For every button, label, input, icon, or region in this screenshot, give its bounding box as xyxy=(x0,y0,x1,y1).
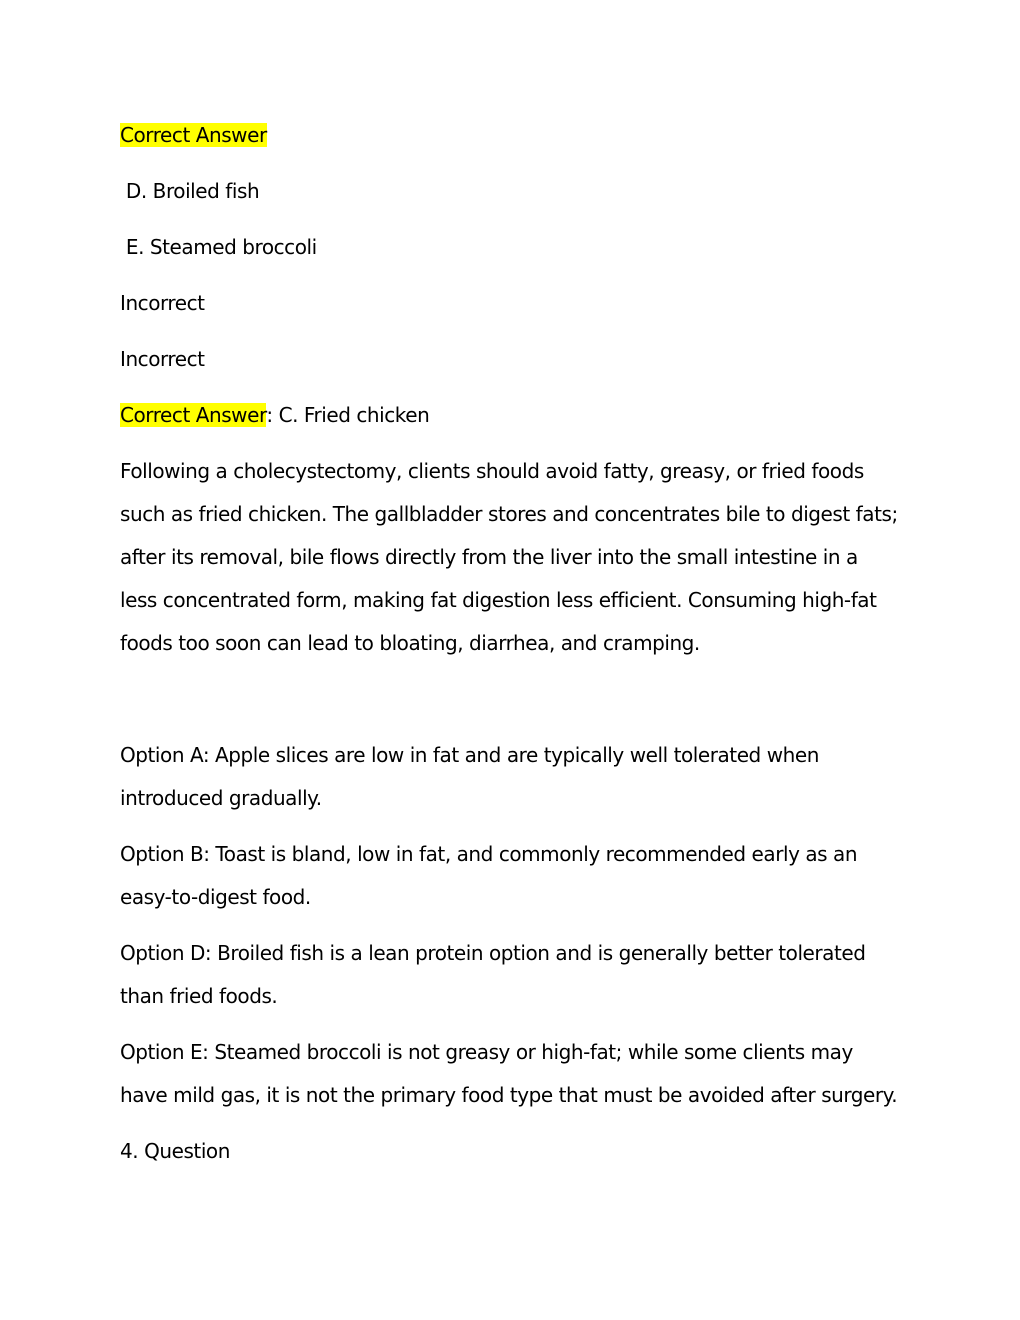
correct-answer-line xyxy=(120,394,900,437)
correct-answer-label: Correct Answer xyxy=(120,123,267,147)
correct-answer-value: : C. Fried chicken xyxy=(266,403,430,427)
option-rationale: Option B: Toast is bland, low in fat, and commonly recommended early as an easy-to-digest food. xyxy=(120,842,864,909)
correct-answer-label: Correct Answer xyxy=(120,403,267,427)
correct-answer-heading xyxy=(120,114,900,157)
document-page xyxy=(120,120,904,1173)
answer-line: E. Steamed broccoli xyxy=(120,235,317,259)
incorrect-label: Incorrect xyxy=(120,291,205,315)
answer-line: D. Broiled fish xyxy=(120,179,260,203)
next-question-heading: 4. Question xyxy=(120,1139,230,1163)
option-rationale: Option A: Apple slices are low in fat and are typically well tolerated when introduced gradually. xyxy=(120,743,825,810)
rationale-paragraph: Following a cholecystectomy, clients should avoid fatty, greasy, or fried foods such as fried chicken. The gallbladder stores and concentrates bile to digest fats; after its removal, bile flows directly from the liver into the small intestine in a less concentrated form, making fat digestion less efficient. Consuming high-fat foods too soon can lead to bloating, diarrhea, and cramping. xyxy=(120,459,904,655)
option-rationale: Option E: Steamed broccoli is not greasy or high-fat; while some clients may have mild gas, it is not the primary food type that must be avoided after surgery. xyxy=(120,1040,898,1107)
option-rationale: Option D: Broiled fish is a lean protein option and is generally better tolerated than fried foods. xyxy=(120,941,872,1008)
incorrect-label: Incorrect xyxy=(120,347,205,371)
